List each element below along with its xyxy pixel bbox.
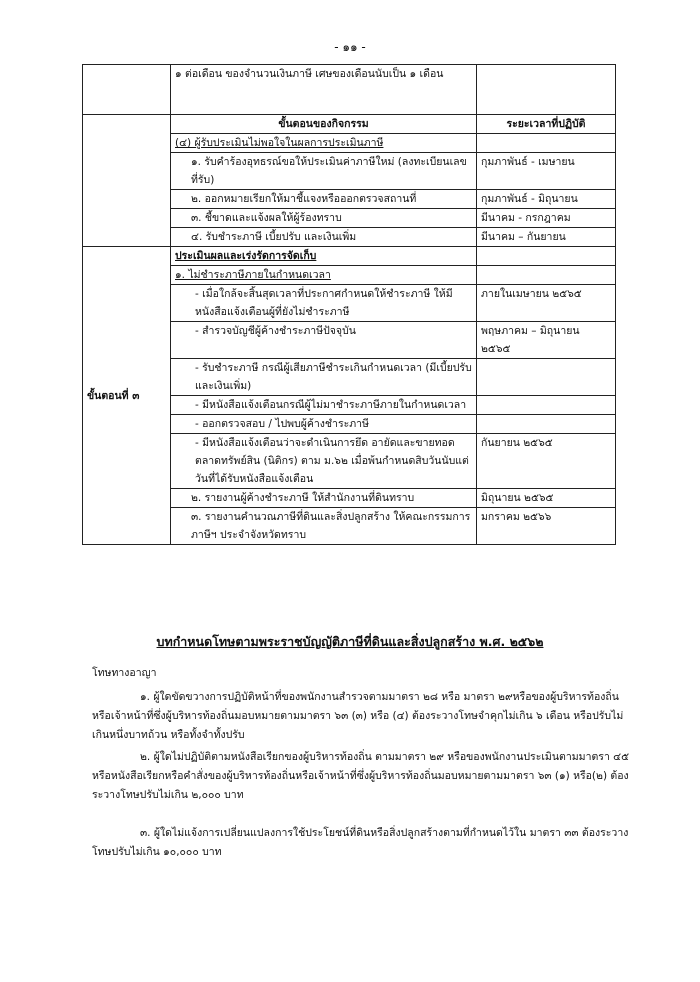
step3-sub1: ๑. ไม่ชำระภาษีภายในกำหนดเวลา [171, 266, 477, 285]
header-activity: ขั้นตอนของกิจกรรม [171, 115, 477, 134]
cell-activity: ๑. รับคำร้องอุทธรณ์ขอให้ประเมินค่าภาษีใหม่ (ลงทะเบียนเลขที่รับ) [171, 153, 477, 190]
step3-title: ประเมินผลและเร่งรัดการจัดเก็บ [171, 247, 477, 266]
penalty-title: บทกำหนดโทษตามพระราชบัญญัติภาษีที่ดินและสิ่งปลูกสร้าง พ.ศ. ๒๕๖๒ [156, 634, 544, 649]
cell-activity: ๒. รายงานผู้ค้างชำระภาษี ให้สำนักงานที่ดินทราบ [171, 489, 477, 508]
cell-period: มีนาคม – กันยายน [477, 228, 616, 247]
table-row [83, 65, 616, 115]
penalty-item-2 [92, 748, 632, 805]
step3-label: ขั้นตอนที่ ๓ [83, 247, 171, 545]
page-number: - ๑๑ - [334, 40, 366, 54]
cell-period [477, 359, 616, 396]
cell-activity: - สำรวจบัญชีผู้ค้างชำระภาษีปัจจุบัน [171, 322, 477, 359]
cell-period [477, 396, 616, 415]
cell-activity: - มีหนังสือแจ้งเตือนกรณีผู้ไม่มาชำระภาษีภายในกำหนดเวลา [171, 396, 477, 415]
cell-period: กันยายน ๒๕๖๕ [477, 434, 616, 489]
cell-period [477, 65, 616, 115]
penalty-item-1 [92, 688, 632, 745]
cell-period: มีนาคม - กรกฎาคม [477, 209, 616, 228]
header-period: ระยะเวลาที่ปฏิบัติ [477, 115, 616, 134]
cell-activity: ๓. ชี้ขาดและแจ้งผลให้ผู้ร้องทราบ [171, 209, 477, 228]
cell-activity: - ออกตรวจสอบ / ไปพบผู้ค้างชำระภาษี [171, 415, 477, 434]
cell-activity: ๒. ออกหมายเรียกให้มาชี้แจงหรือออกตรวจสถานที่ [171, 190, 477, 209]
schedule-table [82, 64, 616, 545]
penalty-item-3 [92, 824, 632, 862]
penalty-text: ๓. ผู้ใดไม่แจ้งการเปลี่ยนแปลงการใช้ประโยชน์ที่ดินหรือสิ่งปลูกสร้างตามที่กำหนดไว้ใน มาตรา ๓๓ ต้องระวางโทษปรับไม่เกิน ๑๐,๐๐๐ บาท [92, 827, 629, 858]
cell-activity: - มีหนังสือแจ้งเตือนว่าจะดำเนินการยึด อายัดและขายทอดตลาดทรัพย์สิน (นิติกร) ตาม ม.๖๒ เมื่อพ้นกำหนดสิบวันนับแต่วันที่ได้รับหนังสือแจ้งเตือน [171, 434, 477, 489]
table-row [83, 247, 616, 266]
cell-activity: ๑ ต่อเดือน ของจำนวนเงินภาษี เศษของเดือนนับเป็น ๑ เดือน [171, 65, 477, 115]
cell-activity: - เมื่อใกล้จะสิ้นสุดเวลาที่ประกาศกำหนดให้ชำระภาษี ให้มีหนังสือแจ้งเตือนผู้ที่ยังไม่ชำระภาษี [171, 285, 477, 322]
cell-period [477, 415, 616, 434]
cell-period: มกราคม ๒๕๖๖ [477, 508, 616, 545]
cell-period: กุมภาพันธ์ - เมษายน [477, 153, 616, 190]
cell-activity: ๓. รายงานคำนวณภาษีที่ดินและสิ่งปลูกสร้าง ให้คณะกรรมการภาษีฯ ประจำจังหวัดทราบ [171, 508, 477, 545]
appeal-title: (๔) ผู้รับประเมินไม่พอใจในผลการประเมินภาษี [171, 134, 477, 153]
cell-period: พฤษภาคม – มิถุนายน ๒๕๖๕ [477, 322, 616, 359]
cell-activity: - รับชำระภาษี กรณีผู้เสียภาษีชำระเกินกำหนดเวลา (มีเบี้ยปรับและเงินเพิ่ม) [171, 359, 477, 396]
penalty-text: ๒. ผู้ใดไม่ปฏิบัติตามหนังสือเรียกของผู้บริหารท้องถิ่น ตามมาตรา ๒๙ หรือของพนักงานประเมินตามมาตรา ๔๕ หรือหนังสือเรียกหรือคำสั่งของผู้บริหารท้องถิ่นหรือเจ้าหน้าที่ซึ่งผู้บริหารท้องถิ่นมอบหมายตามมาตรา ๖๓ (๑) หรือ(๒) ต้องระวางโทษปรับไม่เกิน ๒,๐๐๐ บาท [92, 751, 630, 801]
cell-period: กุมภาพันธ์ - มิถุนายน [477, 190, 616, 209]
penalty-subtitle: โทษทางอาญา [92, 667, 157, 679]
penalty-text: ๑. ผู้ใดขัดขวางการปฏิบัติหน้าที่ของพนักงานสำรวจตามมาตรา ๒๘ หรือ มาตรา ๒๙หรือของผู้บริหารท้องถิ่นหรือเจ้าหน้าที่ซึ่งผู้บริหารท้องถิ่นมอบหมายตามมาตรา ๖๓ (๓) หรือ (๔) ต้องระวางโทษจำคุกไม่เกิน ๖ เดือน หรือปรับไม่เกินหนึ่งบาทถ้วน หรือทั้งจำทั้งปรับ [92, 691, 624, 741]
cell-activity: ๔. รับชำระภาษี เบี้ยปรับ และเงินเพิ่ม [171, 228, 477, 247]
cell-period: ภายในเมษายน ๒๕๖๕ [477, 285, 616, 322]
table-header-row [83, 115, 616, 134]
cell-period: มิถุนายน ๒๕๖๕ [477, 489, 616, 508]
